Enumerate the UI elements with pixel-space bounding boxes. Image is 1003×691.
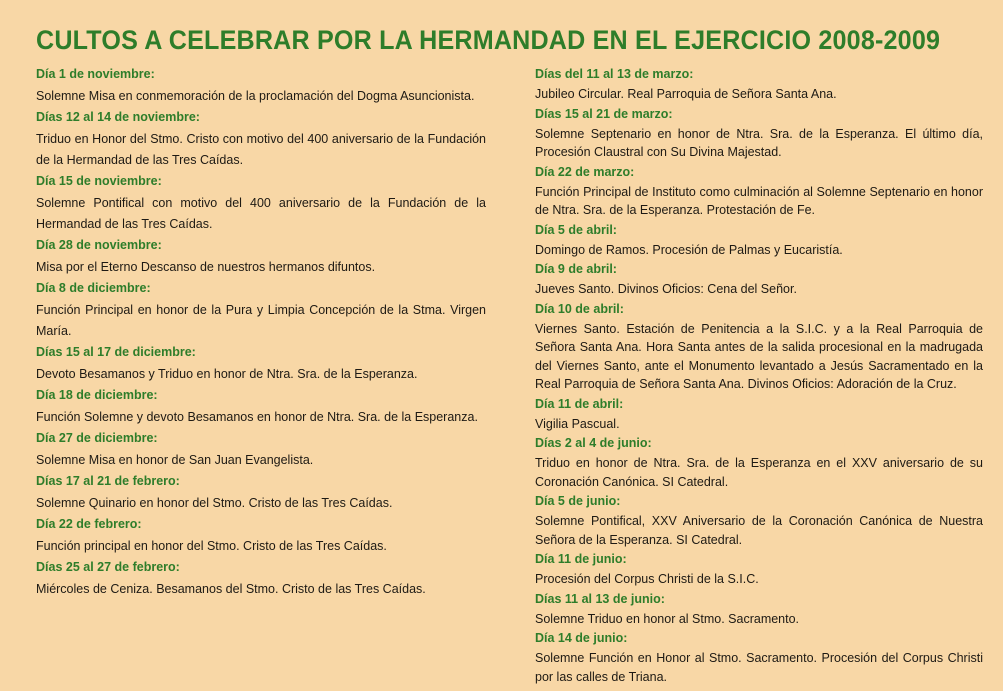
entry-date: Día 28 de noviembre: <box>36 238 162 252</box>
entry-date: Día 14 de junio: <box>535 631 628 645</box>
entry-date: Día 22 de marzo: <box>535 164 635 179</box>
entry-date: Día 9 de abril: <box>535 262 617 276</box>
entry-date: Día 15 de noviembre: <box>36 174 162 188</box>
schedule-entry <box>535 397 983 434</box>
entry-date: Día 1 de noviembre: <box>36 67 155 81</box>
entry-date: Día 27 de diciembre: <box>36 431 158 445</box>
schedule-entry <box>535 592 983 629</box>
schedule-entry <box>36 388 486 428</box>
entry-date: Días 15 al 17 de diciembre: <box>36 345 196 359</box>
schedule-entry <box>535 107 983 162</box>
schedule-entry <box>36 474 486 514</box>
entry-date: Día 8 de diciembre: <box>36 281 151 295</box>
entry-date: Días 15 al 21 de marzo: <box>535 106 673 121</box>
entry-text: Solemne Pontifical con motivo del 400 aniversario de la Fundación de la Hermandad de las Tres Caídas. <box>36 196 486 231</box>
schedule-entry <box>36 517 486 557</box>
schedule-entry <box>535 67 983 104</box>
schedule-entry <box>36 345 486 385</box>
entry-date: Día 11 de junio: <box>535 552 627 566</box>
entry-date: Día 5 de junio: <box>535 494 621 508</box>
schedule-entry <box>535 552 983 589</box>
page-title: CULTOS A CELEBRAR POR LA HERMANDAD EN EL EJERCICIO 2008-2009 <box>36 25 941 55</box>
entry-date: Días 2 al 4 de junio: <box>535 436 652 450</box>
entry-text: Solemne Quinario en honor del Stmo. Cristo de las Tres Caídas. <box>36 496 393 510</box>
entry-text: Jueves Santo. Divinos Oficios: Cena del Señor. <box>535 282 797 296</box>
entry-text: Triduo en honor de Ntra. Sra. de la Esperanza en el XXV aniversario de su Coronación Canónica. SI Catedral. <box>535 456 983 489</box>
entry-text: Solemne Pontifical, XXV Aniversario de la Coronación Canónica de Nuestra Señora de la Esperanza. SI Catedral. <box>535 514 983 547</box>
right-column <box>535 67 983 689</box>
entry-text: Misa por el Eterno Descanso de nuestros hermanos difuntos. <box>36 260 376 274</box>
schedule-entry <box>36 67 486 107</box>
entry-date: Día 18 de diciembre: <box>36 388 158 402</box>
entry-date: Día 11 de abril: <box>535 396 624 411</box>
entry-date: Días 11 al 13 de junio: <box>535 591 665 606</box>
schedule-entry <box>36 281 486 342</box>
entry-text: Solemne Septenario en honor de Ntra. Sra. de la Esperanza. El último día, Procesión Claustral con Su Divina Majestad. <box>535 126 983 159</box>
schedule-entry <box>535 262 983 299</box>
schedule-entry <box>535 436 983 491</box>
entry-date: Día 5 de abril: <box>535 222 617 237</box>
entry-text: Triduo en Honor del Stmo. Cristo con motivo del 400 aniversario de la Fundación de la Hermandad de las Tres Caídas. <box>36 132 486 167</box>
left-column <box>36 67 486 603</box>
schedule-entry <box>36 110 486 171</box>
schedule-entry <box>535 223 983 260</box>
entry-text: Viernes Santo. Estación de Penitencia a la S.I.C. y a la Real Parroquia de Señora Santa Ana. Hora Santa antes de la salida procesional en la madrugada del Viernes Santo, ante el Monumento levantado a Jesús Sacramentado en la Real Parroquia de Señora Santa Ana. Divinos Oficios: Adoración de la Cruz. <box>535 321 983 391</box>
entry-text: Miércoles de Ceniza. Besamanos del Stmo. Cristo de las Tres Caídas. <box>36 582 426 596</box>
schedule-entry <box>535 165 983 220</box>
entry-text: Jubileo Circular. Real Parroquia de Señora Santa Ana. <box>535 87 837 101</box>
entry-text: Vigilia Pascual. <box>535 416 620 431</box>
entry-date: Días del 11 al 13 de marzo: <box>535 67 694 81</box>
schedule-entry <box>535 302 983 394</box>
schedule-entry <box>535 494 983 549</box>
entry-text: Solemne Triduo en honor al Stmo. Sacramento. <box>535 611 800 626</box>
entry-text: Devoto Besamanos y Triduo en honor de Ntra. Sra. de la Esperanza. <box>36 367 418 381</box>
entry-date: Días 25 al 27 de febrero: <box>36 560 180 574</box>
entry-date: Días 12 al 14 de noviembre: <box>36 110 200 124</box>
schedule-entry <box>36 174 486 235</box>
entry-text: Solemne Misa en honor de San Juan Evangelista. <box>36 453 314 467</box>
entry-text: Función principal en honor del Stmo. Cristo de las Tres Caídas. <box>36 539 387 553</box>
schedule-entry <box>535 631 983 686</box>
entry-text: Función Principal en honor de la Pura y Limpia Concepción de la Stma. Virgen María. <box>36 303 486 338</box>
entry-text: Solemne Misa en conmemoración de la proclamación del Dogma Asuncionista. <box>36 89 475 103</box>
entry-text: Domingo de Ramos. Procesión de Palmas y Eucaristía. <box>535 242 843 257</box>
entry-text: Función Principal de Instituto como culminación al Solemne Septenario en honor de Ntra. Sra. de la Esperanza. Protestación de Fe. <box>535 184 983 217</box>
entry-text: Procesión del Corpus Christi de la S.I.C. <box>535 572 759 586</box>
entry-date: Día 10 de abril: <box>535 301 624 316</box>
schedule-entry <box>36 431 486 471</box>
entry-text: Función Solemne y devoto Besamanos en honor de Ntra. Sra. de la Esperanza. <box>36 410 478 424</box>
entry-text: Solemne Función en Honor al Stmo. Sacramento. Procesión del Corpus Christi por las calles de Triana. <box>535 651 983 684</box>
schedule-entry <box>36 560 486 600</box>
schedule-entry <box>36 238 486 278</box>
entry-date: Días 17 al 21 de febrero: <box>36 474 180 488</box>
entry-date: Día 22 de febrero: <box>36 517 142 531</box>
